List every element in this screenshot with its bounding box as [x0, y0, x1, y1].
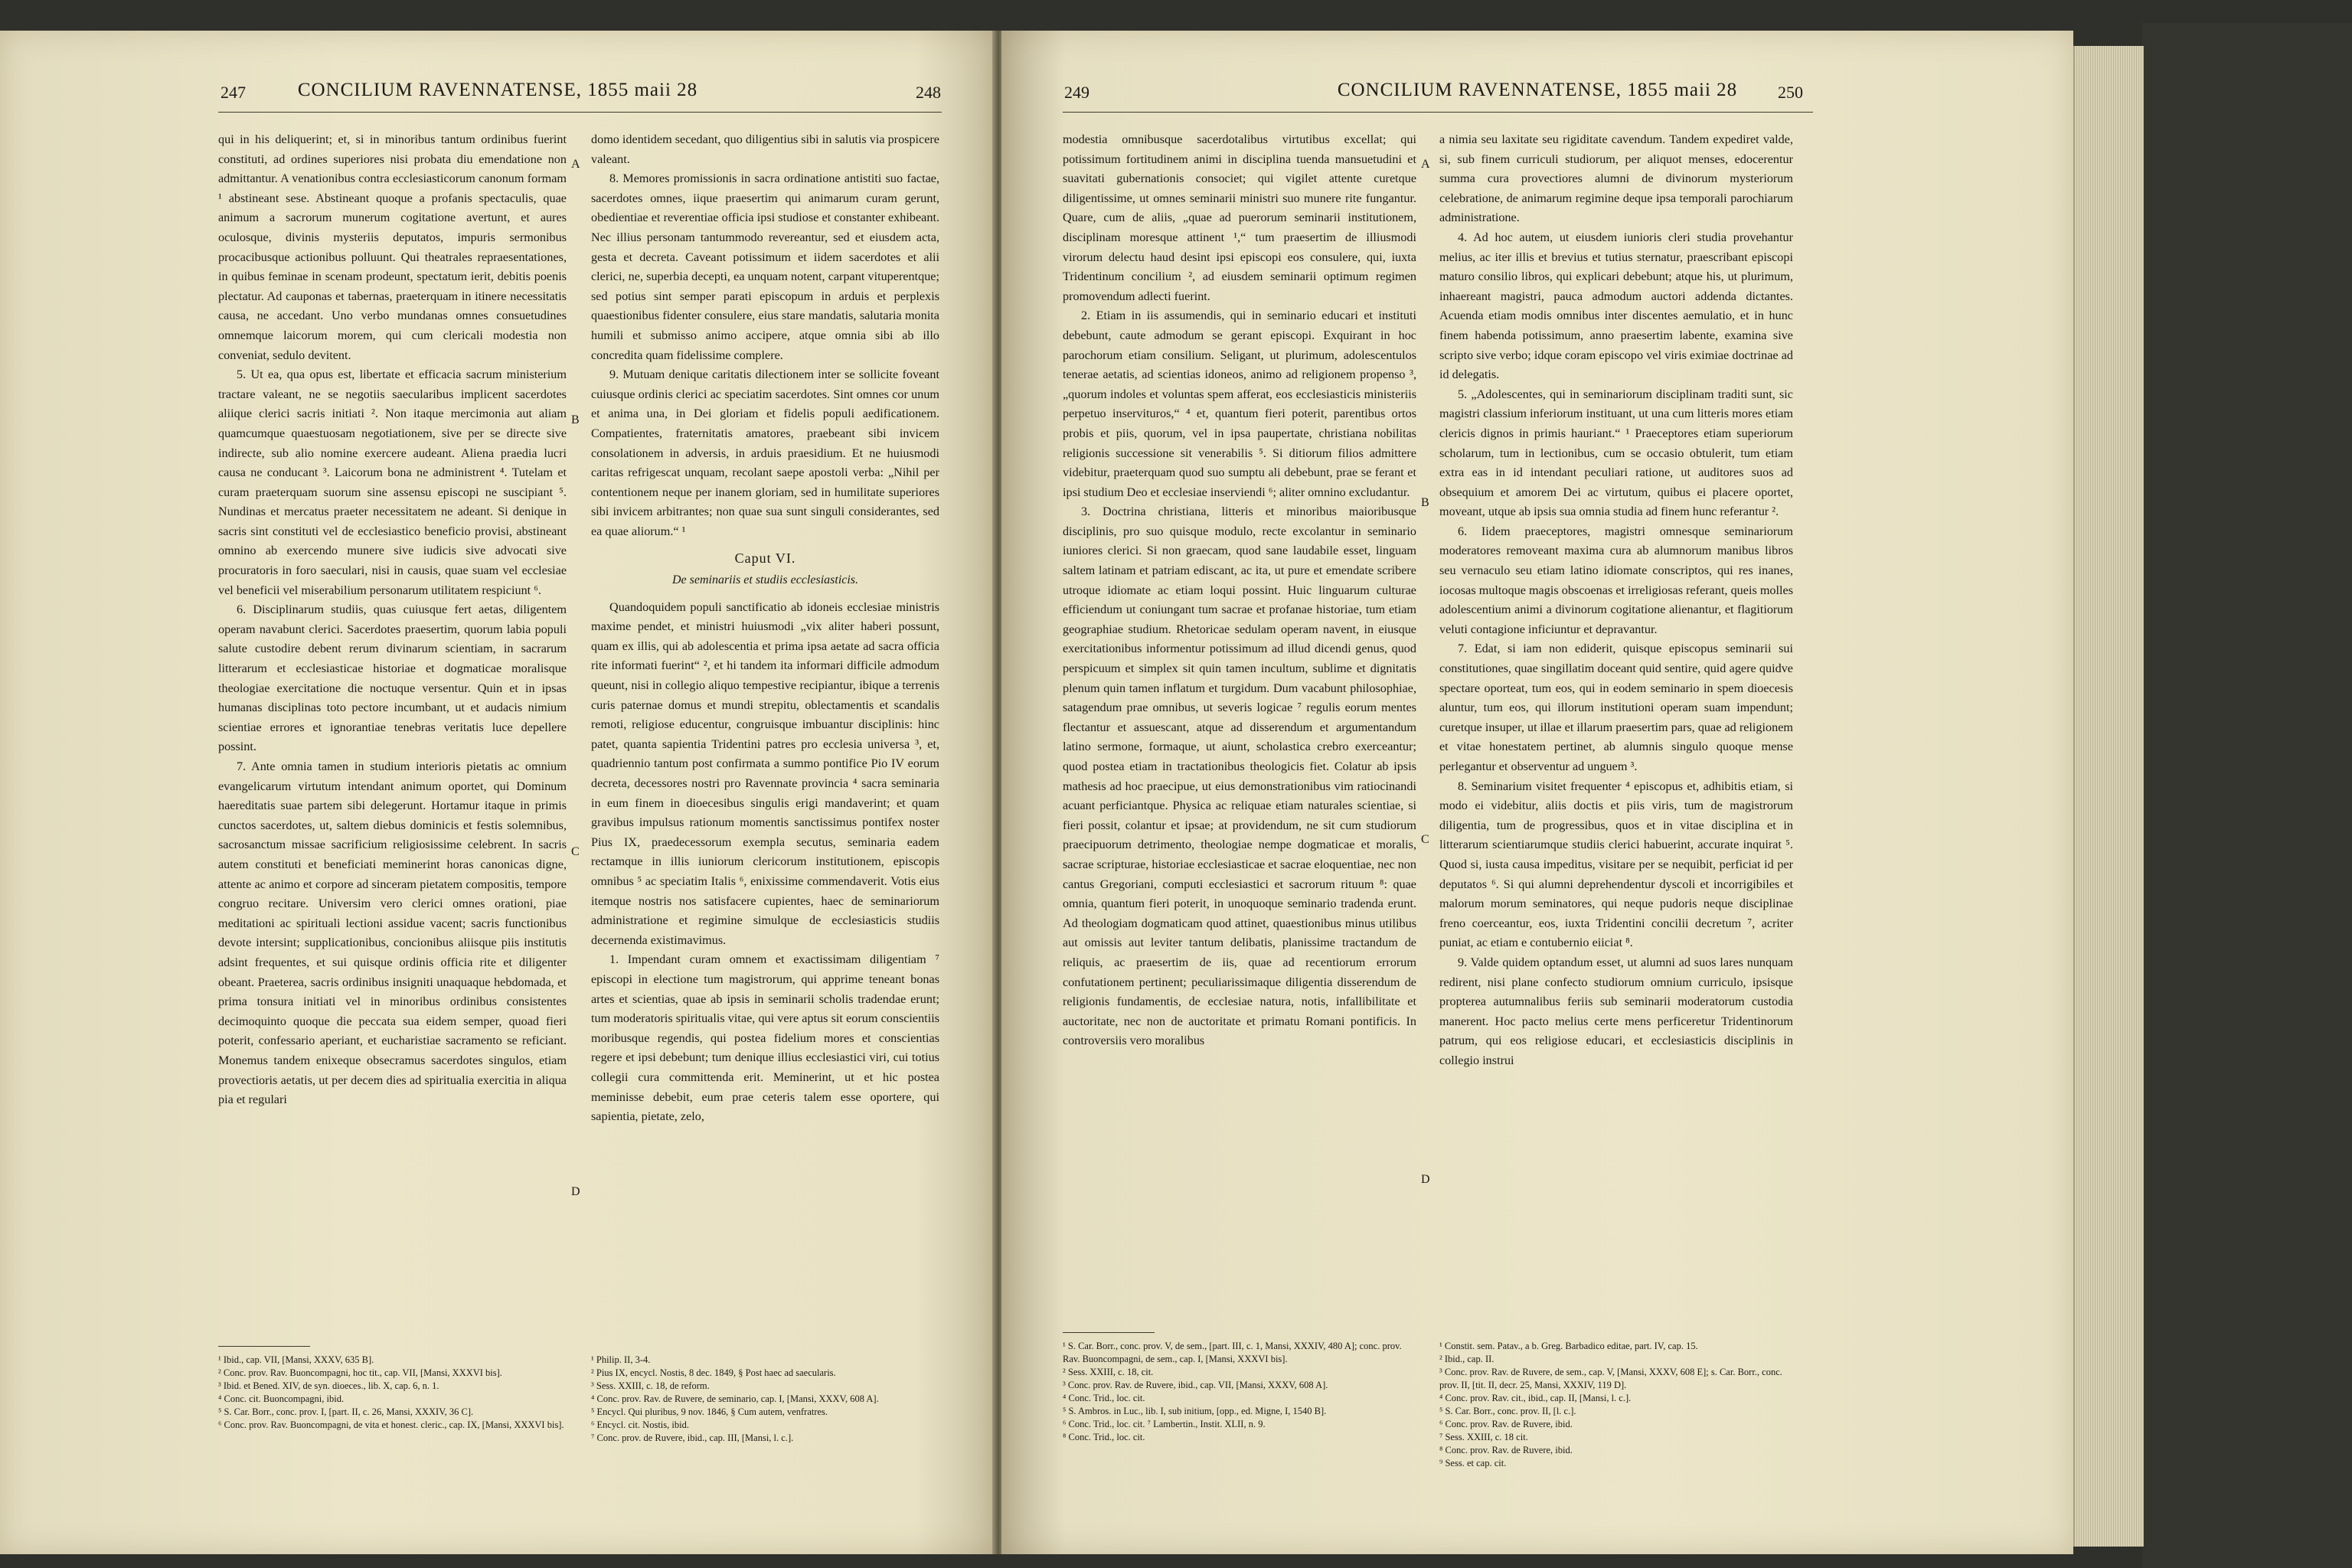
paragraph: qui in his deliquerint; et, si in minoribus tantum ordinibus fuerint constituti, ad ordines superiores nisi probata diu emendatione non admittantur. A venationibus contra ecclesiasticorum canonum formam ¹ abstineant sese. Abstineant quoque a profanis spectaculis, quae animum a sacrorum munerum cogitatione avertunt, et aures oculosque, divinis mysteriis deputatos, impuris sermonibus procacibusque actionibus polluunt. Qui theatrales repraesentationes, in quibus feminae in scenam prodeunt, spectatum ierit, debitis poenis plectatur. Ad cauponas et tabernas, praeterquam in itinere necessitatis causa, ne accedant. Uno verbo mundanas omnes consuetudines omnemque laicorum morem, qui cum clericali modestia non conveniat, sedulo devitent. [218, 132, 567, 362]
footnote: ⁸ Conc. Trid., loc. cit. [1063, 1432, 1145, 1442]
paragraph: 8. Memores promissionis in sacra ordinatione antistiti suo factae, sacerdotes omnes, iique praesertim qui animarum curam gerunt, obedientiae et reverentiae officia ipsi studiose et constanter exhibeant. Nec illius personam tantummodo revereantur, sed et eiusdem acta, gesta et decreta. Caveant potissimum et iidem sacerdotes et alii clerici, ne, superbia decepti, ea unquam notent, carpant vituperentque; sed potius sint semper parati episcopum in arduis et perplexis quaestionibus fidenter consulere, eius stare mandatis, salutaria monita humili et submisso animo accipere, atque omnia sibi ab illo concredita quam fidelissime complere. [591, 172, 939, 362]
running-title: CONCILIUM RAVENNATENSE, 1855 maii 28 [297, 80, 698, 100]
margin-letter: A [571, 158, 580, 171]
footnote: ² Pius IX, encycl. Nostis, 8 dec. 1849, § Post haec ad saecularis. [591, 1367, 836, 1378]
paragraph: 5. „Adolescentes, qui in seminariorum disciplinam traditi sunt, sic magistri classium inferiorum instituant, ut una cum litteris mores etiam clericis dignos in primis hauriant.“ ¹ Praeceptores etiam superiorum scholarum, tum in lectionibus, cum se occasio obtulerit, tum etiam extra eas in id intendant peculiari ratione, ut auditores suos ad obsequium et amorem Dei ac virtutum, quibus ei placere oportet, moveant, utque ab ipsis sua omnia studia ad finem hunc referantur ². [1439, 387, 1793, 519]
footnote: ¹ Constit. sem. Patav., a b. Greg. Barbadico editae, part. IV, cap. 15. [1439, 1341, 1698, 1351]
page-number: 247 [220, 83, 246, 102]
footnote: ³ Ibid. et Bened. XIV, de syn. dioeces., lib. X, cap. 6, n. 1. [218, 1380, 439, 1391]
footnote: ⁶ Conc. prov. Rav. Buoncompagni, de vita et honest. cleric., cap. IX, [Mansi, XXXVI bis]. [218, 1419, 564, 1430]
margin-letter: D [571, 1185, 580, 1198]
footnote: ⁵ S. Car. Borr., conc. prov. I, [part. II, c. 26, Mansi, XXXIV, 36 C]. [218, 1406, 474, 1417]
text-column [591, 130, 939, 1127]
footnotes [1439, 1340, 1793, 1470]
footnote: ⁶ Conc. Trid., loc. cit. ⁷ Lambertin., Instit. XLII, n. 9. [1063, 1419, 1266, 1429]
margin-letter: C [1421, 833, 1429, 846]
footnote: ⁴ Conc. prov. Rav. cit., ibid., cap. II, [Mansi, l. c.]. [1439, 1393, 1632, 1403]
paragraph: a nimia seu laxitate seu rigiditate cavendum. Tandem expediret valde, si, sub finem curriculi studiorum, per aliquot menses, edocerentur summa cura provectiores alumni de divinorum mysteriorum celebratione, de animarum regimine deque ipsa temporali parochiarum administratione. [1439, 132, 1793, 225]
running-title: CONCILIUM RAVENNATENSE, 1855 maii 28 [1337, 80, 1738, 100]
footnote: ³ Conc. prov. Rav. de Ruvere, de sem., cap. V, [Mansi, XXXV, 608 E]; s. Car. Borr., conc. prov. II, [tit. II, decr. 25, Mansi, XXXIV, 119 D]. [1439, 1367, 1782, 1390]
footnote: ² Conc. prov. Rav. Buoncompagni, hoc tit., cap. VII, [Mansi, XXXVI bis]. [218, 1367, 502, 1378]
page-number: 249 [1064, 83, 1089, 102]
right-page [1001, 31, 2073, 1554]
margin-letter: D [1421, 1173, 1430, 1186]
footnote: ⁹ Sess. et cap. cit. [1439, 1458, 1507, 1468]
footnote: ⁸ Conc. prov. Rav. de Ruvere, ibid. [1439, 1445, 1573, 1455]
footnotes [218, 1354, 567, 1432]
footnote: ³ Sess. XXIII, c. 18, de reform. [591, 1380, 710, 1391]
text-column [1063, 130, 1416, 1051]
margin-letter: B [1421, 496, 1429, 509]
footnote: ⁴ Conc. cit. Buoncompagni, ibid. [218, 1393, 345, 1404]
paragraph: modestia omnibusque sacerdotalibus virtutibus excellat; qui potissimum fortitudinem animi in disciplina tuenda mansuetudini et suavitati gubernationis consociet; qui vigilet attente curetque diligentissime, ut omnes seminarii ministri suo munere rite fungantur. Quare, cum de aliis, „quae ad puerorum seminarii institutionem, disciplinam moresque attinent ¹,“ tum praesertim de illiusmodi virorum delectu haud desint ipsi episcopi eos consulere, qui, iuxta Tridentinum concilium ², ad eiusdem seminarii optimum regimen promovendum adlecti fuerint. [1063, 132, 1416, 303]
paragraph: 9. Mutuam denique caritatis dilectionem inter se sollicite foveant cuiusque ordinis clerici ac speciatim sacerdotes. Sint omnes cor unum et anima una, in Dei gloriam et fidelis populi aedificationem. Compatientes, fraternitatis amatores, praebeant sibi invicem consolationem in adversis, in arduis praesidium. Et ne huiusmodi caritas refrigescat unquam, recolant saepe apostoli verba: „Nihil per contentionem neque per inanem gloriam, sed in humilitate superiores sibi invicem arbitrantes; non quae sua sunt singuli considerantes, sed ea quae aliorum.“ ¹ [591, 368, 939, 538]
header-rule [218, 112, 942, 113]
chapter-heading: Caput VI. [734, 550, 796, 567]
paragraph: 6. Iidem praeceptores, magistri omnesque seminariorum moderatores removeant maxima cura ab alumnorum manibus libros seu vernaculo seu etiam latino idiomate conscriptos, qui res inanes, iocosas multoque magis obscoenas et irreligiosas referant, queis molles adolescentium animi a divinorum cogitatione alienantur, et flagitiorum veluti contagione inficiuntur et depravantur. [1439, 524, 1793, 636]
running-header [1001, 80, 2073, 113]
footnote: ⁷ Sess. XXIII, c. 18 cit. [1439, 1432, 1528, 1442]
margin-letter: C [571, 845, 580, 858]
page-edges [2073, 46, 2144, 1547]
footnote: ⁴ Conc. Trid., loc. cit. [1063, 1393, 1145, 1403]
paragraph: 8. Seminarium visitet frequenter ⁴ episcopus et, adhibitis etiam, si modo ei videbitur, aliis doctis et piis viris, tum de magistrorum diligentia, tum de progressibus, quos et in vitae disciplina et in litterarum scientiarumque studiis clerici habuerint, accurate inquirat ⁵. Quod si, iusta causa impeditus, visitare per se nequibit, perficiat id per deputatos ⁶. Si qui alumni deprehendentur dyscoli et incorrigibiles et malorum morum seminatores, qui neque pudoris neque disciplinae freno coerceantur, eos, iuxta Tridentini concilii decretum ⁷, acriter puniat, ac etiam e contubernio eiiciat ⁸. [1439, 779, 1793, 950]
paragraph: 5. Ut ea, qua opus est, libertate et efficacia sacrum ministerium tractare valeant, ne se negotiis saecularibus implicent sacerdotes aliique clerici sacris initiati ². Non itaque mercimonia aut aliam quamcumque quaestuosam negotiationem, sive per se directe sive indirecte, sub alio nomine exercere audeant. Aliena praedia lucri causa ne conducant ³. Laicorum bona ne administrent ⁴. Tutelam et curam praeterquam suorum sine assensu episcopi ne suscipiant ⁵. Nundinas et mercatus praeter necessitatem ne adeant. Si denique in sacris sint constituti vel de ecclesiastico beneficio provisi, abstineant omnino ab exercendo munere sive iudicis sive advocati sive procuratoris in foro saeculari, nisi in causis, quae suam vel ecclesiae vel beneficii vel miserabilium personarum utilitatem respiciunt ⁶. [218, 368, 567, 597]
footnote: ⁶ Encycl. cit. Nostis, ibid. [591, 1419, 689, 1430]
footnotes [591, 1354, 939, 1445]
footnote-rule [218, 1346, 310, 1347]
paragraph: 4. Ad hoc autem, ut eiusdem iunioris cleri studia provehantur melius, ac iter illis et brevius et tutius sternatur, praescribant episcopi maturo consilio libros, qui explicari debebunt; atque his, ut plurimum, inhaereant magistri, pauca admodum auctori addenda dictantes. Acuenda etiam modis omnibus inter discentes aemulatio, et in hunc finem habenda potissimum, anno praesertim labente, examina sive scripto sive verbo; idque coram episcopo vel viris eximiae doctrinae ad id delegatis. [1439, 230, 1793, 382]
margin-letter: A [1421, 158, 1430, 171]
footnote: ¹ Philip. II, 3-4. [591, 1354, 651, 1365]
footnote: ⁵ S. Car. Borr., conc. prov. II, [l. c.]. [1439, 1406, 1576, 1416]
header-rule [1063, 112, 1813, 113]
footnote: ² Ibid., cap. II. [1439, 1354, 1494, 1364]
paragraph: 1. Impendant curam omnem et exactissimam diligentiam ⁷ episcopi in electione tum magistrorum, qui apprime teneant bonas artes et scientias, quae ab ipsis in seminarii scholis tradendae erunt; tum moderatoris spiritualis vitae, qui vere aptus sit eorum conscientiis moribusque regendis, qui postea fidelium mores et conscientias regere et ipsi debebunt; tum denique illius ecclesiastici viri, cui totius collegii cura committenda erit. Meminerint, ut et hic postea meminisse debebit, eum prae ceteris talem esse oportere, qui sapientia, pietate, zelo, [591, 952, 939, 1124]
footnote: ¹ S. Car. Borr., conc. prov. V, de sem., [part. III, c. 1, Mansi, XXXIV, 480 A]; conc. prov. Rav. Buoncompagni, de sem., cap. I, [Mansi, XXXVI bis]. [1063, 1341, 1402, 1364]
footnote: ⁴ Conc. prov. Rav. de Ruvere, de seminario, cap. I, [Mansi, XXXV, 608 A]. [591, 1393, 879, 1404]
footnote: ⁷ Conc. prov. de Ruvere, ibid., cap. III, [Mansi, l. c.]. [591, 1432, 794, 1443]
footnote: ⁵ S. Ambros. in Luc., lib. I, sub initium, [opp., ed. Migne, I, 1540 B]. [1063, 1406, 1327, 1416]
chapter-subheading: De seminariis et studiis ecclesiasticis. [671, 573, 859, 587]
paragraph: 2. Etiam in iis assumendis, qui in seminario educari et instituti debebunt, caute admodum se gerant episcopi. Exquirant in hoc parochorum etiam consilium. Seligant, ut plurimum, adolescentulos tenerae aetatis, ad scientias idoneos, animo ad religionem propenso ³, „quorum indoles et voluntas spem afferat, eos ecclesiasticis ministeriis perpetuo inservituros,“ ⁴ et, quantum fieri poterit, parentibus ortos probis et piis, quorum, vel in ipsa paupertate, christiana nobilitas religionis successione sit venerabilis ⁵. Si ditiorum filios admittere videbitur, praeterquam quod suo sumptu ali debebunt, prae se ferant et ipsi studium Deo et ecclesiae inserviendi ⁶; aliter omnino excludantur. [1063, 309, 1416, 499]
footnote: ³ Conc. prov. Rav. de Ruvere, ibid., cap. VII, [Mansi, XXXV, 608 A]. [1063, 1380, 1328, 1390]
left-page [0, 31, 995, 1554]
text-column [1439, 130, 1793, 1071]
paragraph: Quandoquidem populi sanctificatio ab idoneis ecclesiae ministris maxime pendet, et ministri huiusmodi „vix aliter haberi possunt, quam ex illis, qui ab adolescentia et prima ipsa aetate ad sacra officia rite informati fuerint“ ², et hi tandem ita informari difficile admodum queunt, nisi in collegio aliquo tempestive recipiantur, ibique a terrenis curis paternae domus et mundi strepitu, oblectamentis et scandalis remoti, religiose educentur, congruisque imbuantur disciplinis: hinc patet, quanta sapientia Tridentini patres pro ecclesia universa ³, et, quadriennio tantum post confirmata a summo pontifice Pio IV eorum decreta, decessores nostri pro Ravennate provincia ⁴ sacra seminaria in eum finem in dioecesibus singulis erigi mandaverint; et quam gravibus impulsus rationum momentis sanctissimus pontifex noster Pius IX, praedecessorum exempla secutus, seminaria eadem rectamque in illis iuniorum clericorum institutionem, episcopis omnibus ⁵ ac speciatim Italis ⁶, enixissime commendaverit. Votis eius itemque nostris nos satisfacere cupientes, haec de seminariorum administratione et regimine simulque de ecclesiasticis studiis decernenda existimavimus. [591, 599, 939, 947]
footnote-rule [1063, 1332, 1155, 1333]
paragraph: domo identidem secedant, quo diligentius sibi in salutis via prospicere valeant. [591, 132, 939, 166]
text-column [218, 130, 567, 1110]
paragraph: 9. Valde quidem optandum esset, ut alumni ad suos lares nunquam redirent, nisi plane confecto studiorum omnium curriculo, ipsisque propterea autumnalibus feriis sub seminarii moderatorum custodia manerent. Hoc pacto melius certe mens perficeretur Tridentinorum patrum, qui eos religiose educari, et ecclesiasticis disciplinis in collegio instrui [1439, 955, 1793, 1067]
footnote: ² Sess. XXIII, c. 18, cit. [1063, 1367, 1154, 1377]
margin-letter: B [571, 413, 580, 426]
paragraph: 3. Doctrina christiana, litteris et minoribus maioribusque disciplinis, pro suo quisque modulo, recte excolantur in seminario iuniores clerici. Si non graecam, quod sane laudabile esset, linguam saltem latinam et patriam ediscant, ac ita, ut pure et emendate scribere utroque idiomate ac etiam loqui possint. Huic linguarum culturae efficiendum ut coniungant tum sacrae et profanae historiae, tum etiam geographiae studium. Rhetoricae sedulam operam navent, in eiusque exercitationibus informentur potissimum ad illud dicendi genus, quod perspicuum et simplex sit quin tamen incultum, sublime et dignitatis plenum quin tamen inflatum et turgidum. Dum vacabunt philosophiae, satagendum prae omnibus, ut severis logicae ⁷ regulis eorum mentes flectantur et assuescant, atque ad disserendum et argumentandum latino sermone, formaque, ut aiunt, scholastica crebro exerceantur; quod postea etiam in tractationibus theologicis fiet. Colatur ab ipsis mathesis ad hoc praecipue, ut eius demonstrationibus vim ratiocinandi acuant perficiantque. Physica ac reliquae etiam naturales scientiae, si fieri possit, colantur et ipsae; at providendum, ne sit cum studiorum praecipuorum detrimento, theologiae nempe dogmaticae et moralis, sacrae scripturae, historiae ecclesiasticae et sacrae eloquentiae, nec non cantus Gregoriani, computi ecclesiastici et sacrorum rituum ⁸: quae omnia, quantum fieri poterit, in unoquoque seminario tradenda erunt. Ad theologiam dogmaticam quod attinet, quaestionibus minus utilibus aut omissis aut leviter tantum delibatis, planissime tractandum de reliquis, ac praesertim de iis, quae ad recentiorum errorum confutationem pertinent; peculiarissimaque diligentia disserendum de religionis fundamentis, de ecclesiae natura, notis, infallibilitate et auctoritate, nec non de auctoritate et primatu Romani pontificis. In controversiis vero moralibus [1063, 505, 1416, 1048]
paragraph: 6. Disciplinarum studiis, quas cuiusque fert aetas, diligentem operam navabunt clerici. Sacerdotes praesertim, quorum labia populi salute custodire debent rerum divinarum scientiam, in sacrarum litterarum et ecclesiasticae historiae et dogmaticae moralisque theologiae exercitatione die noctuque versentur. Quin et in ipsas humanas disciplinas toto pectore incumbant, ut et audacis nimium scientiae errores et ignorantiae tenebras veritatis luce depellere possint. [218, 603, 567, 754]
footnote: ⁶ Conc. prov. Rav. de Ruvere, ibid. [1439, 1419, 1573, 1429]
footnote: ⁵ Encycl. Qui pluribus, 9 nov. 1846, § Cum autem, venfratres. [591, 1406, 828, 1417]
footnotes [1063, 1340, 1416, 1444]
paragraph: 7. Edat, si iam non ediderit, quisque episcopus seminarii sui constitutiones, quae singillatim doceant quid sentire, quid agere quidve spectare oporteat, tum eos, qui in eodem seminario in spem dioecesis aluntur, tum eos, qui illorum institutioni operam suam impendunt; curetque insuper, ut illae et illarum praesertim pars, quae ad religionem et vitae honestatem pertinet, ab alumnis singulo quoque mense perlegantur et observentur ad unguem ³. [1439, 642, 1793, 773]
running-header [0, 80, 995, 113]
page-number: 250 [1778, 83, 1803, 102]
book-cover [2142, 23, 2352, 1568]
page-number: 248 [916, 83, 941, 102]
footnote: ¹ Ibid., cap. VII, [Mansi, XXXV, 635 B]. [218, 1354, 374, 1365]
paragraph: 7. Ante omnia tamen in studium interioris pietatis ac omnium evangelicarum virtutum intendant animum oportet, qui Dominum haereditatis suae partem sibi delegerunt. Hortamur itaque in primis cunctos sacerdotes, ut, saltem diebus dominicis et festis solemnibus, sacrosanctum missae sacrificium religiosissime celebrent. In sacris autem constituti et beneficiati meminerint horas canonicas digne, attente ac animo et corpore ad sinceram pietatem compositis, tempore congruo recitare. Universim vero clerici omnes orationi, piae meditationi ac spirituali lectioni assidue vacent; sacris functionibus devote intersint; supplicationibus, concionibus aliisque piis institutis adsint frequentes, et sui quisque ordinis officia rite et diligenter obeant. Praeterea, sacris ordinibus insigniti unaquaque hebdomada, et prima tonsura initiati vel in minoribus ordinibus consistentes decimoquinto quoque die peccata sua eidem semper, quoad fieri poterit, confessario aperiant, et eucharistiae sacramento se reficiant. Monemus tandem enixeque obsecramus sacerdotes singulos, etiam provectioris aetatis, ut per decem dies ad spiritualia exercitia in aliqua pia et regulari [218, 760, 567, 1107]
